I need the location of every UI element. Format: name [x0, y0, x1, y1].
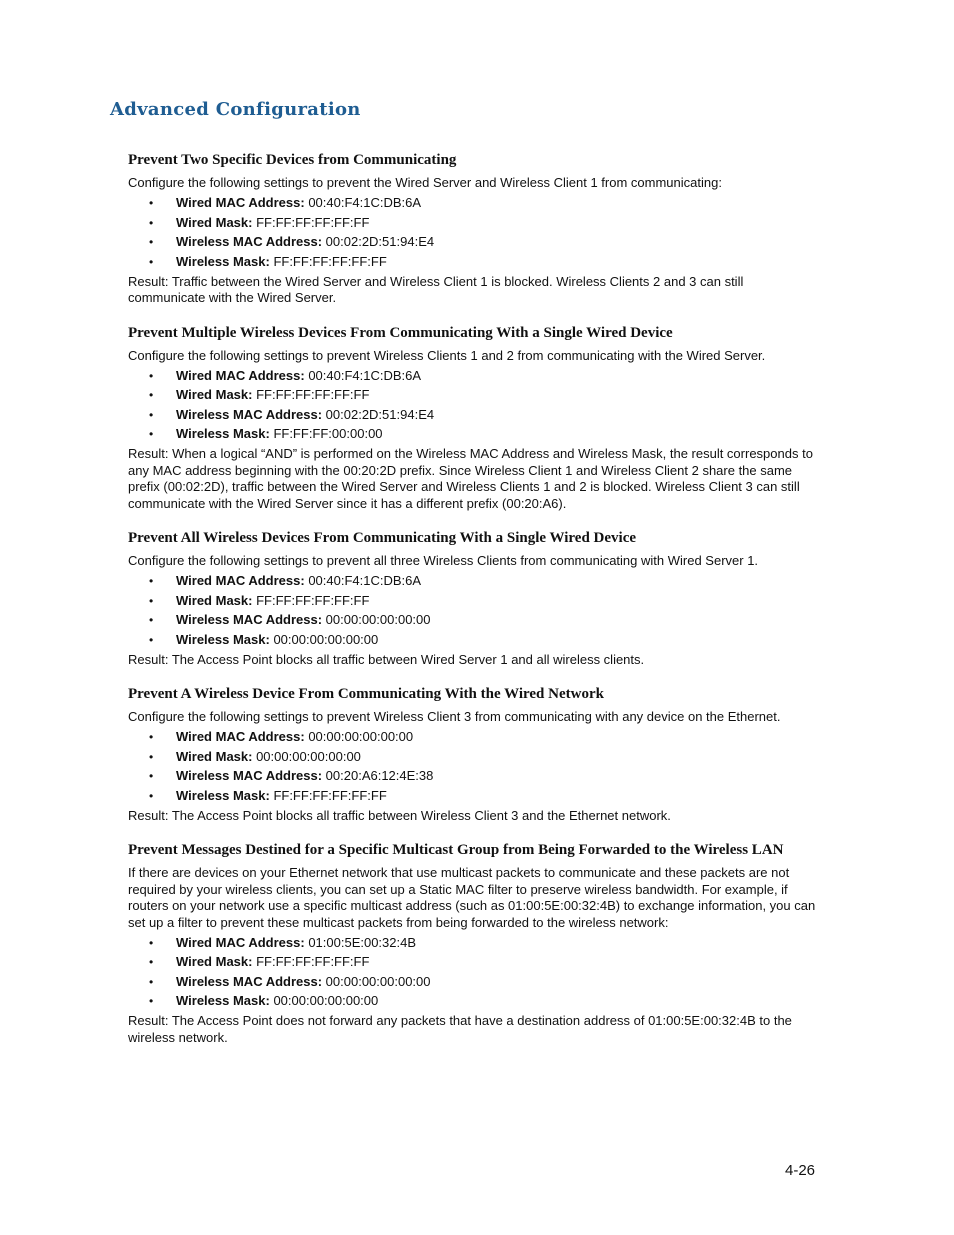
section-multicast: [128, 840, 818, 1046]
list-item: [128, 729, 818, 745]
settings-list: [128, 573, 818, 648]
list-item: [128, 234, 818, 250]
content-body: [128, 150, 818, 1046]
settings-list: [128, 935, 818, 1010]
section-all-wireless: [128, 528, 818, 668]
list-item: [128, 993, 818, 1009]
list-item: [128, 954, 818, 970]
section-result: Result: When a logical “AND” is performed on the Wireless MAC Address and Wireless Mask, the result corresponds to any MAC address beginning with the 00:20:2D prefix. Since Wireless Client 1 and Wireless Client 2 share the same prefix (00:02:2D), traffic between the Wired Server and Wireless Clients 1 and 2 is blocked. Wireless Client 3 can still communicate with the Wired Server since it has a different prefix (00:20:A6).: [128, 446, 813, 511]
item-label: Wired Mask:: [176, 387, 253, 402]
section-multiple-wireless: [128, 323, 818, 513]
item-value: FF:FF:FF:FF:FF:FF: [252, 592, 370, 608]
item-value: 00:00:00:00:00:00: [269, 993, 379, 1008]
section-result: Result: The Access Point blocks all traffic between Wireless Client 3 and the Ethernet network.: [128, 807, 671, 823]
settings-list: [128, 729, 818, 804]
item-label: Wireless MAC Address:: [176, 406, 323, 422]
section-title: Prevent A Wireless Device From Communicating With the Wired Network: [128, 686, 604, 702]
item-value: FF:FF:FF:00:00:00: [269, 426, 383, 441]
item-value: 01:00:5E:00:32:4B: [304, 934, 417, 950]
section-intro: Configure the following settings to prevent Wireless Clients 1 and 2 from communicating with the Wired Server.: [128, 347, 766, 363]
section-title: Prevent Messages Destined for a Specific Multicast Group from Being Forwarded to the Wireless LAN: [128, 842, 784, 858]
item-value: FF:FF:FF:FF:FF:FF: [252, 954, 370, 969]
list-item: [128, 387, 818, 403]
list-item: [128, 768, 818, 784]
list-item: [128, 368, 818, 384]
item-value: 00:00:00:00:00:00: [304, 729, 414, 744]
item-label: Wired Mask:: [176, 214, 253, 230]
settings-list: [128, 195, 818, 270]
item-value: 00:00:00:00:00:00: [322, 612, 431, 627]
item-value: 00:40:F4:1C:DB:6A: [304, 573, 422, 588]
section-title: Prevent Multiple Wireless Devices From Communicating With a Single Wired Device: [128, 324, 673, 341]
chapter-title: Advanced Configuration: [110, 99, 361, 120]
item-label: Wireless Mask:: [176, 631, 270, 647]
section-intro: Configure the following settings to prevent Wireless Client 3 from communicating with any device on the Ethernet.: [128, 709, 781, 724]
section-title: Prevent All Wireless Devices From Communicating With a Single Wired Device: [128, 530, 637, 546]
item-label: Wireless Mask:: [176, 993, 270, 1008]
item-label: Wired MAC Address:: [176, 729, 305, 744]
item-value: 00:40:F4:1C:DB:6A: [304, 195, 422, 210]
list-item: [128, 195, 818, 211]
item-label: Wired MAC Address:: [176, 573, 305, 588]
list-item: [128, 935, 818, 951]
item-value: 00:02:2D:51:94:E4: [322, 406, 435, 422]
item-value: FF:FF:FF:FF:FF:FF: [269, 787, 387, 803]
section-intro: If there are devices on your Ethernet network that use multicast packets to communicate and these packets are not required by your wireless clients, you can set up a Static MAC filter to preserve wireless bandwidth. For example, if routers on your network use a specific multicast address (such as 01:00:5E:00:32:4B) to exchange information, you can set up a filter to prevent these multicast packets from being forwarded to the wireless network:: [128, 865, 816, 930]
item-label: Wireless Mask:: [176, 426, 270, 441]
item-value: 00:00:00:00:00:00: [269, 631, 379, 647]
item-value: 00:00:00:00:00:00: [252, 748, 361, 764]
list-item: [128, 632, 818, 648]
list-item: [128, 407, 818, 423]
item-label: Wireless MAC Address:: [176, 234, 323, 249]
section-intro: Configure the following settings to prevent the Wired Server and Wireless Client 1 from communicating:: [128, 175, 722, 190]
section-two-devices: [128, 150, 818, 307]
list-item: [128, 612, 818, 628]
item-label: Wired Mask:: [176, 954, 253, 969]
list-item: [128, 426, 818, 442]
list-item: [128, 215, 818, 231]
item-value: 00:20:A6:12:4E:38: [322, 768, 434, 783]
list-item: [128, 573, 818, 589]
item-label: Wired Mask:: [176, 748, 253, 764]
item-label: Wireless Mask:: [176, 253, 270, 269]
item-value: 00:00:00:00:00:00: [322, 973, 431, 989]
item-value: 00:40:F4:1C:DB:6A: [304, 367, 422, 383]
item-value: 00:02:2D:51:94:E4: [322, 234, 435, 249]
list-item: [128, 788, 818, 804]
list-item: [128, 254, 818, 270]
item-label: Wireless MAC Address:: [176, 612, 323, 627]
page-number: 4-26: [785, 1162, 816, 1179]
item-label: Wireless MAC Address:: [176, 973, 323, 989]
section-result: Result: The Access Point blocks all traffic between Wired Server 1 and all wireless clients.: [128, 651, 645, 667]
item-value: FF:FF:FF:FF:FF:FF: [252, 214, 370, 230]
item-value: FF:FF:FF:FF:FF:FF: [269, 253, 387, 269]
item-label: Wired MAC Address:: [176, 934, 305, 950]
item-label: Wired Mask:: [176, 592, 253, 608]
section-title: Prevent Two Specific Devices from Communicating: [128, 152, 457, 168]
item-value: FF:FF:FF:FF:FF:FF: [252, 387, 370, 402]
item-label: Wireless MAC Address:: [176, 768, 323, 783]
list-item: [128, 749, 818, 765]
item-label: Wireless Mask:: [176, 787, 270, 803]
list-item: [128, 974, 818, 990]
section-result: Result: The Access Point does not forward any packets that have a destination address of 01:00:5E:00:32:4B to the wireless network.: [128, 1013, 792, 1045]
section-wired-network: [128, 684, 818, 824]
item-label: Wired MAC Address:: [176, 195, 305, 210]
item-label: Wired MAC Address:: [176, 367, 305, 383]
settings-list: [128, 368, 818, 443]
list-item: [128, 593, 818, 609]
section-intro: Configure the following settings to prevent all three Wireless Clients from communicating with Wired Server 1.: [128, 553, 759, 568]
section-result: Result: Traffic between the Wired Server and Wireless Client 1 is blocked. Wireless Clients 2 and 3 can still communicate with the Wired Server.: [128, 273, 744, 305]
